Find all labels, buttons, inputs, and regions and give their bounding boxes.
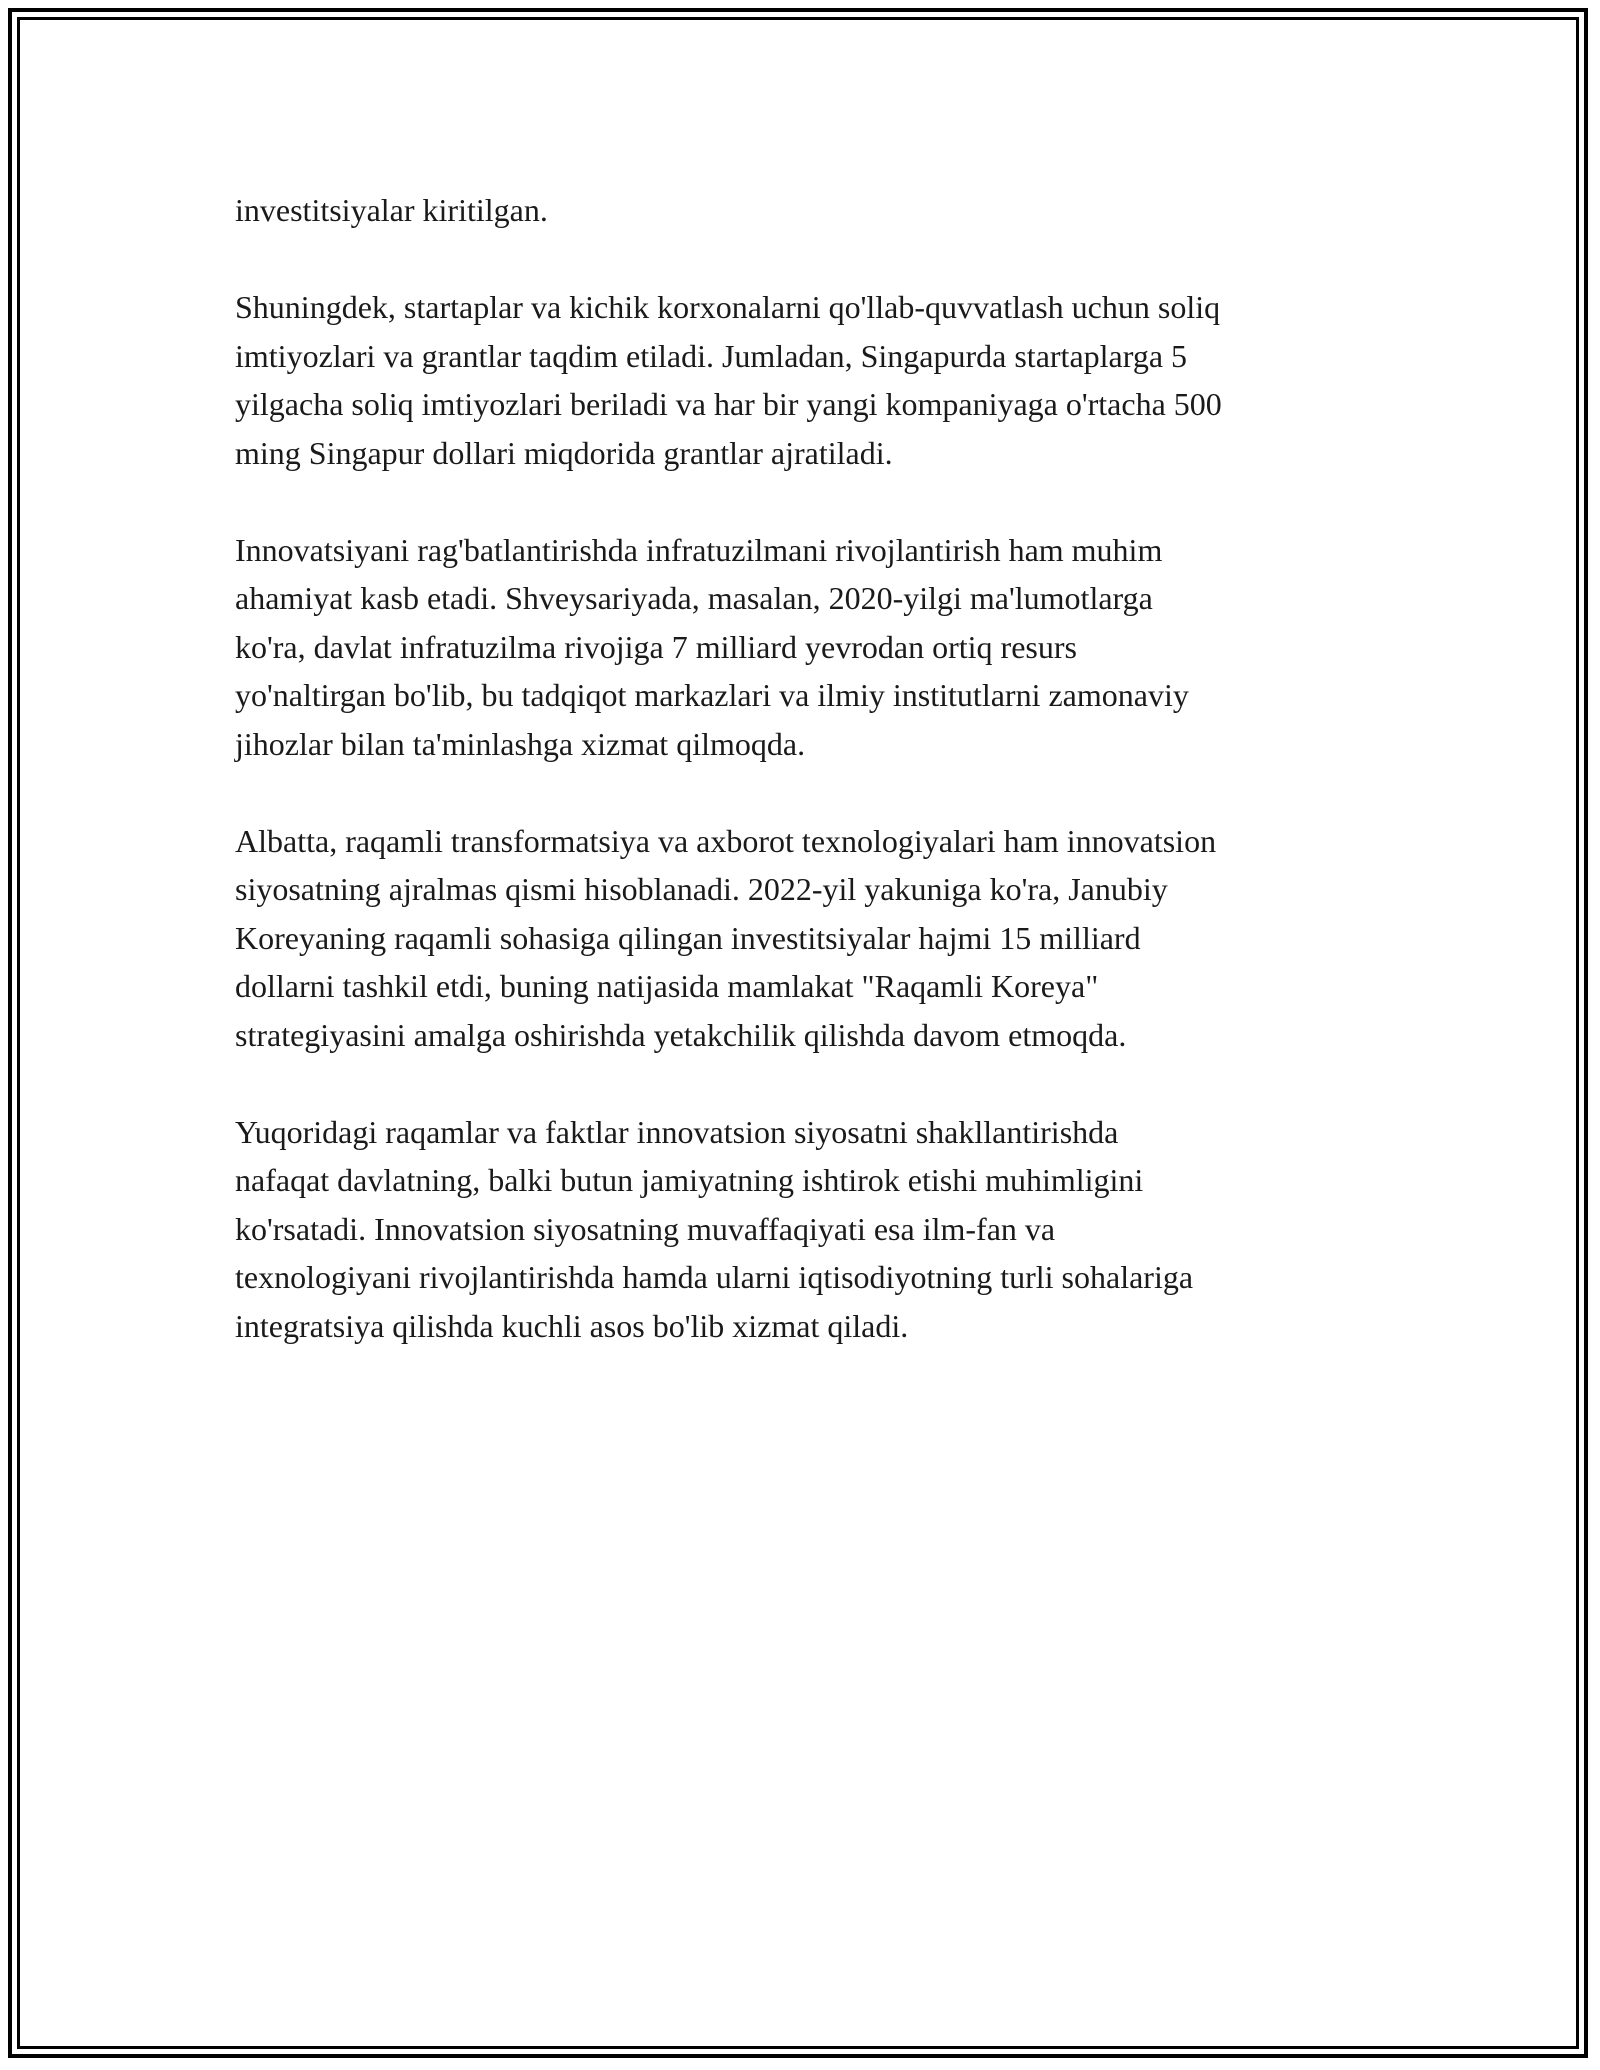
paragraph-3: Innovatsiyani rag'batlantirishda infratuzilmani rivojlantirish ham muhim ahamiyat kasb etadi. Shveysariyada, masalan, 2020-yilgi ma'lumotlarga ko'ra, davlat infratuzilma rivojiga 7 milliard yevrodan ortiq resurs yo'naltirgan bo'lib, bu tadqiqot markazlari va ilmiy institutlarni zamonaviy jihozlar bilan ta'minlashga xizmat qilmoqda. [235, 531, 1189, 762]
document-body [235, 186, 1385, 1399]
paragraph-5: Yuqoridagi raqamlar va faktlar innovatsion siyosatni shakllantirishda nafaqat davlatning, balki butun jamiyatning ishtirok etishi muhimligini ko'rsatadi. Innovatsion siyosatning muvaffaqiyati esa ilm-fan va texnologiyani rivojlantirishda hamda ularni iqtisodiyotning turli sohalariga integratsiya qilishda kuchli asos bo'lib xizmat qiladi. [235, 1113, 1194, 1344]
paragraph-2: Shuningdek, startaplar va kichik korxonalarni qo'llab-quvvatlash uchun soliq imtiyozlari va grantlar taqdim etiladi. Jumladan, Singapurda startaplarga 5 yilgacha soliq imtiyozlari beriladi va har bir yangi kompaniyaga o'rtacha 500 ming Singapur dollari miqdorida grantlar ajratiladi. [235, 289, 1222, 471]
paragraph-1: investitsiyalar kiritilgan. [235, 192, 548, 228]
paragraph-4: Albatta, raqamli transformatsiya va axborot texnologiyalari ham innovatsion siyosatning ajralmas qismi hisoblanadi. 2022-yil yakuniga ko'ra, Janubiy Koreyaning raqamli sohasiga qilingan investitsiyalar hajmi 15 milliard dollarni tashkil etdi, buning natijasida mamlakat "Raqamli Koreya" strategiyasini amalga oshirishda yetakchilik qilishda davom etmoqda. [235, 822, 1217, 1053]
